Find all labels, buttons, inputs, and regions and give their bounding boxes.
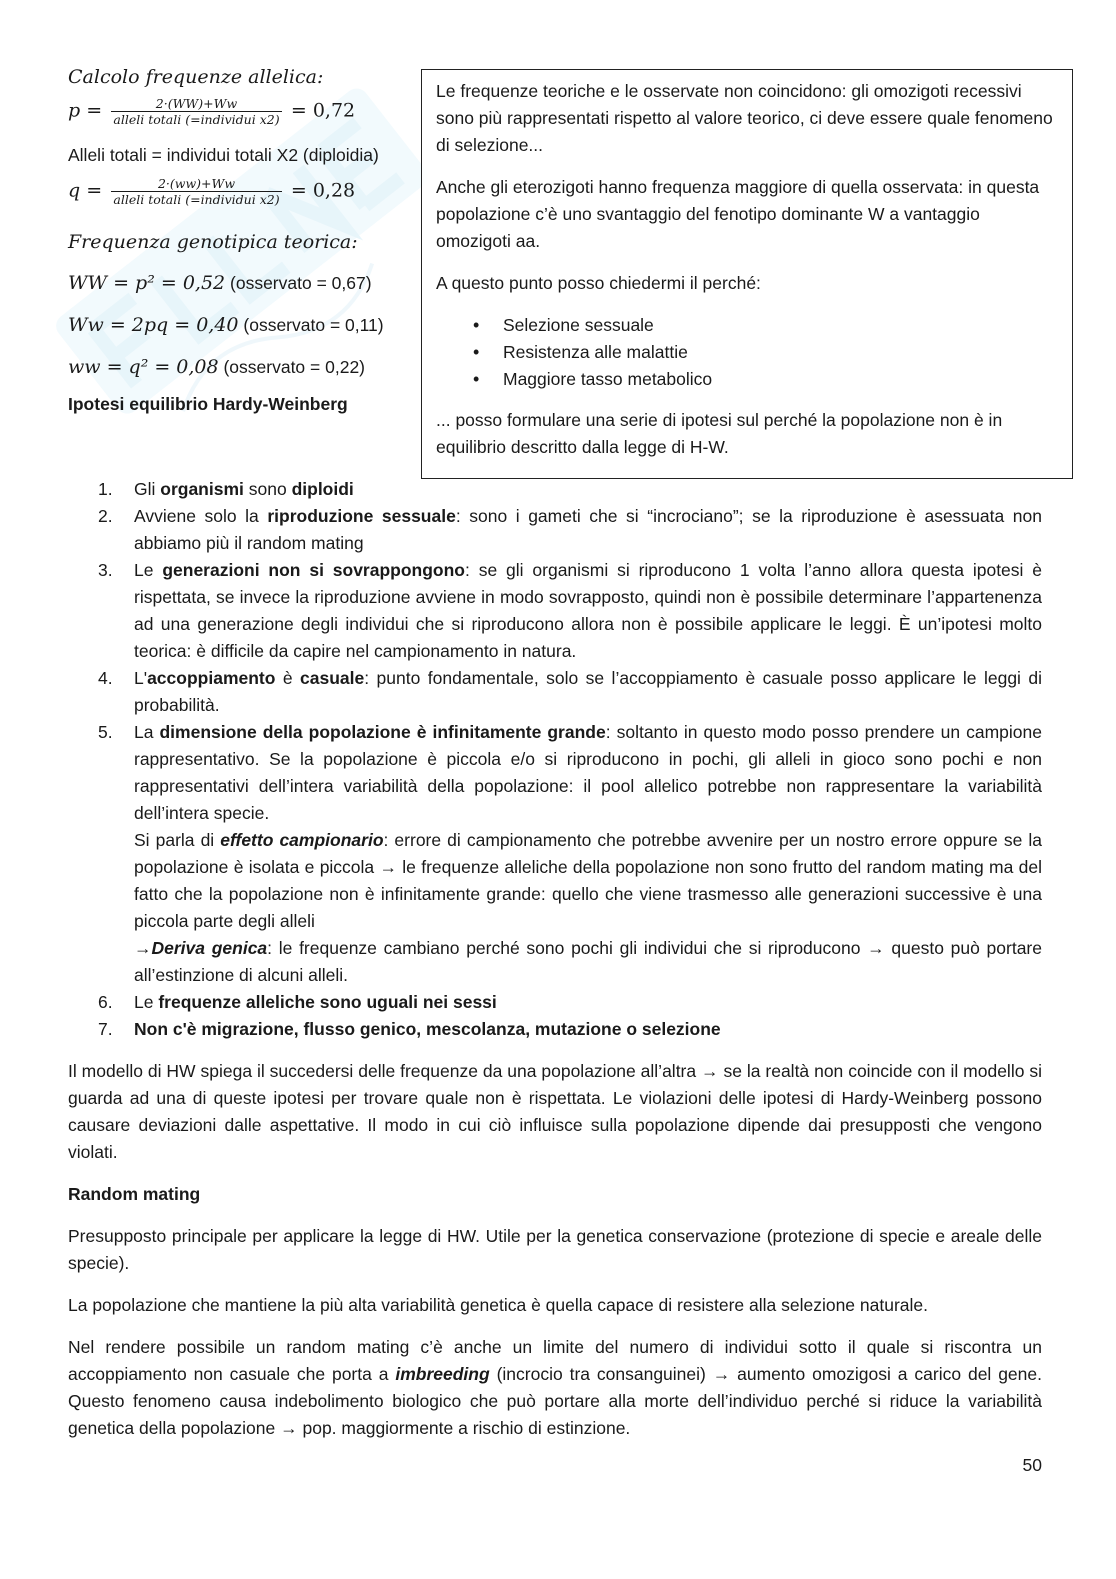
text: Le [134, 560, 163, 580]
bold-term: Non c'è migrazione, flusso genico, mescolanza, mutazione o selezione [134, 1019, 721, 1039]
Ww-row [68, 304, 418, 346]
text: Si parla di [134, 830, 221, 850]
list-item [68, 1016, 1042, 1043]
note-bullet-item: • Selezione sessuale [503, 312, 1058, 339]
bold-term: diploidi [291, 479, 354, 499]
page-number: 50 [1022, 1455, 1042, 1475]
q-lhs: q = [68, 179, 103, 202]
item-number: 2. [98, 506, 113, 526]
Ww-observed: (osservato = 0,11) [238, 315, 384, 335]
text: : punto fondamentale, solo se l’accoppiamento è casuale posso applicare le leggi di probabilità. [134, 668, 1042, 715]
WW-row [68, 262, 418, 304]
note-bullet-list [436, 312, 1058, 393]
item-number: 6. [98, 992, 113, 1012]
text: L' [134, 668, 148, 688]
note-paragraph-3: A questo punto posso chiedermi il perché: [436, 273, 761, 293]
list-item [68, 503, 1042, 557]
list-item [68, 665, 1042, 719]
item-paragraph [134, 935, 1042, 989]
ww-observed: (osservato = 0,22) [218, 357, 366, 377]
item-number: 4. [98, 668, 113, 688]
bold-italic-term: Deriva genica [151, 938, 268, 958]
q-formula [68, 176, 418, 222]
freq-title: Frequenza genotipica teorica: [68, 231, 358, 253]
bold-italic-term: imbreeding [395, 1364, 490, 1384]
q-result: = 0,28 [290, 179, 356, 202]
note-bullet-item: • Resistenza alle malattie [503, 339, 1058, 366]
text: Gli [134, 479, 161, 499]
bold-term: accoppiamento [147, 668, 276, 688]
ww-row [68, 346, 418, 388]
p-denominator: alleli totali (=individui x2) [113, 112, 280, 127]
text: Avviene solo la [134, 506, 268, 526]
text: : sono i gameti che si “incrociano”; se la riproduzione è asessuata non abbiamo più il random mating [134, 506, 1042, 553]
bold-term: organismi [160, 479, 244, 499]
random-mating-heading [68, 1181, 1042, 1208]
text: è [275, 668, 301, 688]
item-number: 3. [98, 560, 113, 580]
note-paragraph-2: Anche gli eterozigoti hanno frequenza maggiore di quella osservata: in questa popolazione c’è uno svantaggio del fenotipo dominante W a vantaggio omozigoti aa. [436, 177, 1040, 251]
text: (incrocio tra consanguinei) → aumento omozigosi a carico del gene. Questo fenomeno causa indebolimento biologico che può portare alla morte dell’individuo perché si riduce la variabilità genetica della popolazione → pop. maggiormente a rischio di estinzione. [68, 1364, 1042, 1438]
bold-italic-term: effetto campionario [220, 830, 384, 850]
hw-hypotheses-list [68, 476, 1042, 1043]
list-item [68, 719, 1042, 989]
ww-equation: ww = q² = 0,08 [68, 356, 219, 378]
p-result: = 0,72 [290, 99, 356, 122]
q-denominator: alleli totali (=individui x2) [113, 192, 280, 207]
hw-title: Ipotesi equilibrio Hardy-Weinberg [68, 394, 348, 414]
text: Nel rendere possibile un random mating c’è anche un limite del numero di individui sotto il quale si riscontra un accoppiamento non casuale che porta a [68, 1337, 1042, 1384]
text: : soltanto in questo modo posso prendere un campione rappresentativo. Se la popolazione è piccola e/o si riproducono in pochi, gli alleli in gioco sono pochi e non rappresentativi dell’intera variabilità della popolazione: il pool allelico potrebbe non rappresentare la variabilità dell’intera specie. [134, 722, 1042, 823]
p-numerator: 2·(WW)+Ww [111, 96, 281, 112]
list-item [68, 557, 1042, 665]
bold-term: riproduzione sessuale [267, 506, 456, 526]
WW-equation: WW = p² = 0,52 [68, 272, 226, 294]
left-formula-column [68, 64, 418, 420]
q-fraction [111, 176, 281, 207]
imbreeding-paragraph [68, 1334, 1042, 1442]
item-paragraph [134, 719, 1042, 827]
calc-title: Calcolo frequenze allelica: [68, 66, 324, 88]
text: : errore di campionamento che potrebbe avvenire per un nostro errore oppure se la popolazione è isolata e piccola → le frequenze alleliche della popolazione non sono frutto del random mating ma del fatto che la popolazione non è infinitamente grande: quello che viene trasmesso alle generazioni successive è una piccola parte degli alleli [134, 830, 1042, 931]
bold-term: frequenze alleliche sono uguali nei sessi [158, 992, 497, 1012]
note-paragraph-4: ... posso formulare una serie di ipotesi sul perché la popolazione non è in equilibrio descritto dalla legge di H-W. [436, 410, 1003, 457]
note-paragraph-1: Le frequenze teoriche e le osservate non coincidono: gli omozigoti recessivi sono più rappresentati rispetto al valore teorico, ci deve essere quale fenomeno di selezione... [436, 81, 1053, 155]
section-heading: Random mating [68, 1184, 201, 1204]
variabilita-paragraph: La popolazione che mantiene la più alta variabilità genetica è quella capace di resistere alla selezione naturale. [68, 1295, 929, 1315]
Ww-equation: Ww = 2pq = 0,40 [68, 314, 239, 336]
bold-term: generazioni non si sovrappongono [162, 560, 465, 580]
q-numerator: 2·(ww)+Ww [111, 176, 281, 192]
arrow: → [134, 938, 152, 958]
item-number: 5. [98, 722, 113, 742]
alleli-note: Alleli totali = individui totali X2 (diploidia) [68, 145, 379, 165]
presupposto-paragraph: Presupposto principale per applicare la legge di HW. Utile per la genetica conservazione (protezione di specie e areale delle specie). [68, 1226, 1042, 1273]
hw-heading [68, 388, 418, 420]
note-box [421, 69, 1073, 479]
main-content [68, 476, 1042, 1442]
p-formula [68, 96, 418, 142]
list-item [68, 989, 1042, 1016]
text: La [134, 722, 160, 742]
item-number: 7. [98, 1019, 113, 1039]
list-item [68, 476, 1042, 503]
note-bullet-item: • Maggiore tasso metabolico [503, 366, 1058, 393]
model-paragraph: Il modello di HW spiega il succedersi delle frequenze da una popolazione all’altra → se la realtà non coincide con il modello si guarda ad una di queste ipotesi per trovare quale non è rispettata. Le violazioni delle ipotesi di Hardy-Weinberg possono causare deviazioni dalle aspettative. Il modo in cui ciò influisce sulla popolazione dipende dai presupposti che vengono violati. [68, 1061, 1042, 1162]
WW-observed: (osservato = 0,67) [225, 273, 372, 293]
text: : le frequenze cambiano perché sono pochi gli individui che si riproducono → questo può portare all’estinzione di alcuni alleli. [134, 938, 1042, 985]
bold-term: dimensione della popolazione è infinitamente grande [159, 722, 606, 742]
p-lhs: p = [68, 99, 103, 122]
item-number: 1. [98, 479, 113, 499]
bold-term: casuale [300, 668, 365, 688]
item-paragraph [134, 827, 1042, 935]
text: Le [134, 992, 159, 1012]
p-fraction [111, 96, 281, 127]
text: sono [243, 479, 292, 499]
text: : se gli organismi si riproducono 1 volta l’anno allora questa ipotesi è rispettata, se invece la riproduzione avviene in modo sovrapposto, quindi non è possibile determinare l’appartenenza ad una generazione degli individui che si riproducono allora non è possibile applicare le leggi. È un’ipotesi molto teorica: è difficile da capire nel campionamento in natura. [134, 560, 1043, 661]
